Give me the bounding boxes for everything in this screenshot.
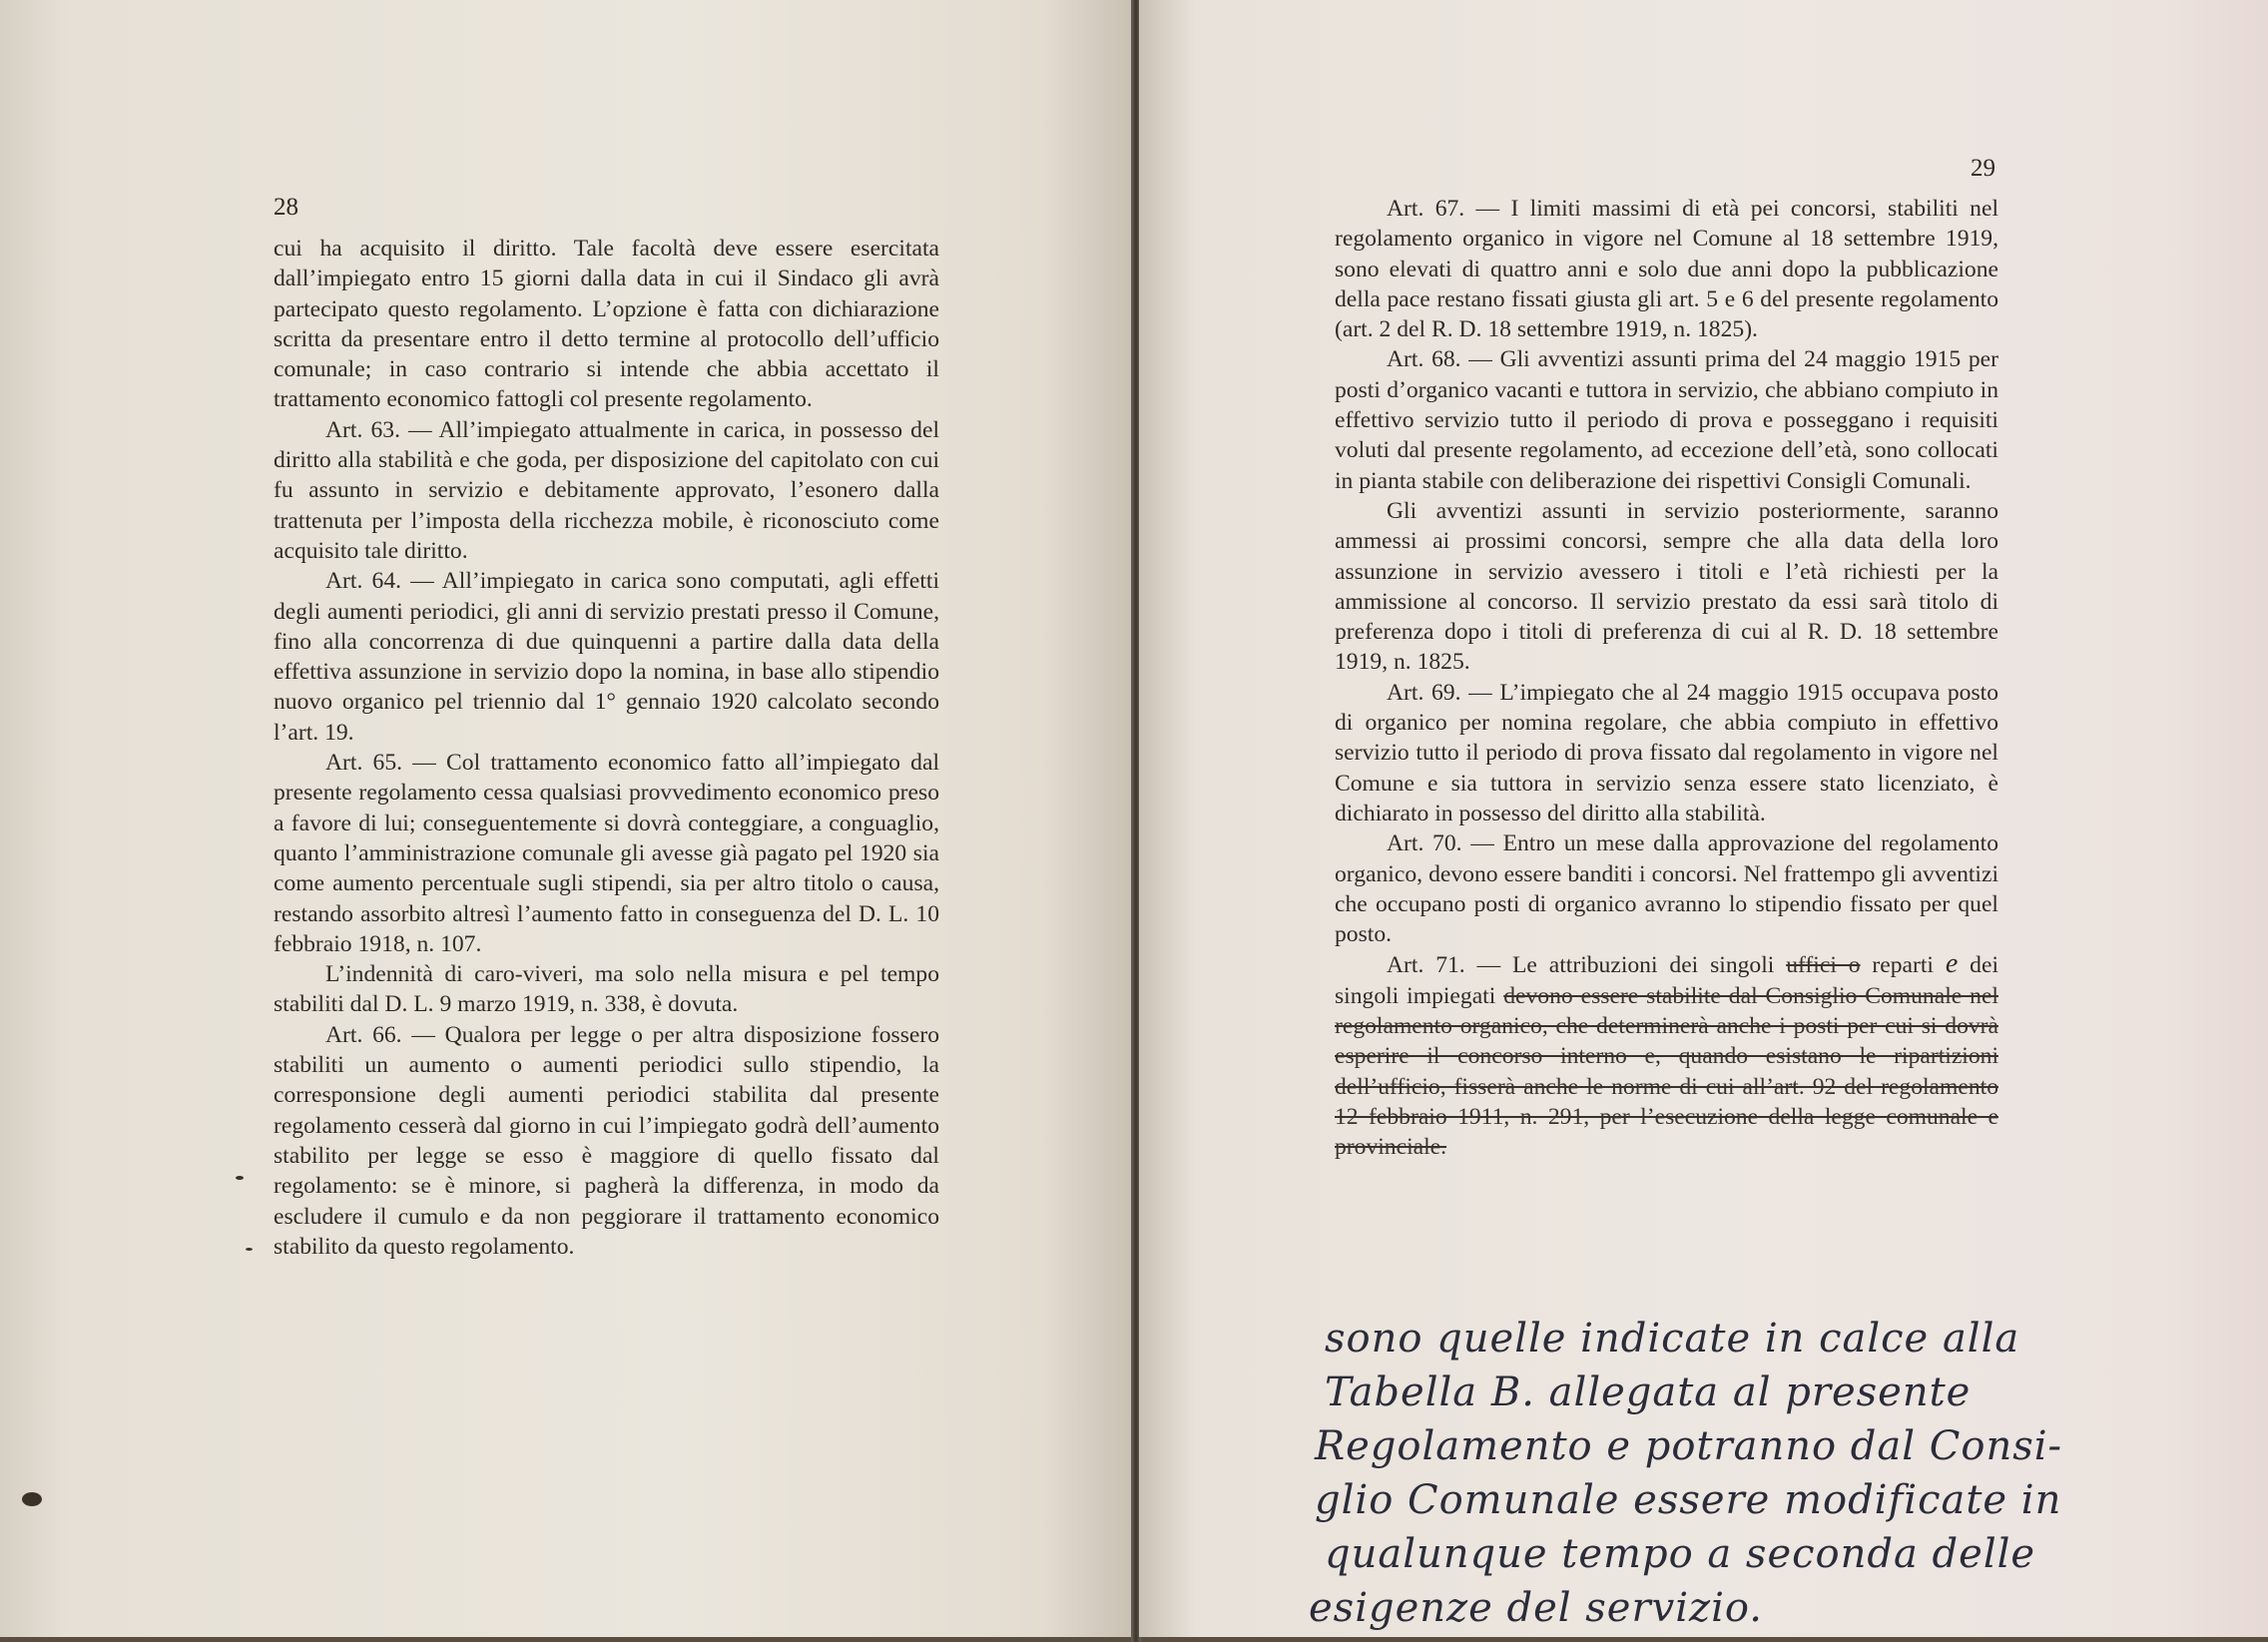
handwritten-line: Tabella B. allegata al presente [1325,1369,1972,1415]
paragraph-art-66: Art. 66. — Qualora per legge o per altra disposizione fossero stabiliti un aumento o aumenti periodici sullo stipendio, la corresponsione degli aumenti periodici stabilita dal presente regolamento cesserà dal giorno in cui l’impiegato godrà dell’aumento stabilito per legge se esso è maggiore di quello fissato dal regolamento: se è minore, si pagherà la differenza, in modo da escludere il cumulo e da non peggiorare il trattamento economico stabilito da questo regolamento. [274,1021,939,1260]
handwritten-line: Regolamento e potranno dal Consi- [1315,1423,2063,1469]
paragraph-art-63: Art. 63. — All’impiegato attualmente in carica, in possesso del diritto alla stabilità e che goda, per disposizione del capitolato con cui fu assunto in servizio e debitamente approvato, l’esonero dalla trattenuta per l’imposta della ricchezza mobile, è riconosciuto come acquisito tale diritto. [274,416,939,564]
paragraph-art-69: Art. 69. — L’impiegato che al 24 maggio 1915 occupava posto di organico per nomina regolare, che abbia compiuto in effettivo servizio tutto il periodo di prova fissato dal regolamento in vigore nel Comune e sia tuttora in servizio senza essere stato licenziato, è dichiarato in possesso del diritto alla stabilità. [1335,679,1998,826]
paragraph-art-70: Art. 70. — Entro un mese dalla approvazione del regolamento organico, devono essere banditi i concorsi. Nel frattempo gli avventizi che occupano posti di organico avranno lo stipendio fissato per quel posto. [1335,830,1998,948]
art71-mid: reparti [1872,952,1934,979]
paragraph: cui ha acquisito il diritto. Tale facoltà deve essere esercitata dall’impiegato entro 15 giorni dalla data in cui il Sindaco gli avrà partecipato questo regolamento. L’opzione è fatta con dichiarazione scritta da presentare entro il detto termine al protocollo dell’ufficio comunale; in caso contrario si intende che abbia accettato il trattamento economico fattogli col presente regolamento. [274,236,939,413]
paragraph-art-71 [1335,949,1998,1162]
art71-mid2: dei singoli impiegati [1335,952,1998,1009]
handwritten-line: glio Comunale essere modificate in [1315,1477,2062,1523]
art71-start: Art. 71. — Le attribuzioni dei singoli [1387,952,1775,979]
paragraph: L’indennità di caro-viveri, ma solo nella misura e pel tempo stabiliti dal D. L. 9 marzo 1919, n. 338, è dovuta. [274,961,939,1018]
paragraph-art-65: Art. 65. — Col trattamento economico fatto all’impiegato dal presente regolamento cessa qualsiasi provvedimento economico preso a favore di lui; conseguentemente si dovrà conteggiare, a conguaglio, quanto l’amministrazione comunale gli avesse già pagato pel 1920 sia come aumento percentuale sugli stipendi, sia per altro titolo o causa, restando assorbito altresì l’aumento fatto in conseguenza del D. L. 10 febbraio 1918, n. 107. [274,750,939,957]
right-page [1139,0,2268,1637]
paragraph-art-67: Art. 67. — I limiti massimi di età pei concorsi, stabiliti nel regolamento organico in vigore nel Comune al 18 settembre 1919, sono elevati di quattro anni e solo due anni dopo la pubblicazione della pace restano fissati giusta gli art. 5 e 6 del presente regolamento (art. 2 del R. D. 18 settembre 1919, n. 1825). [1335,196,1998,343]
paragraph: Gli avventizi assunti in servizio posteriormente, saranno ammessi ai prossimi concorsi, sempre che alla data della loro assunzione in servizio avessero i titoli e l’età richiesti per la ammissione al concorso. Il servizio prestato da essi sarà titolo di preferenza dopo i titoli di preferenza di cui al R. D. 18 settembre 1919, n. 1825. [1335,497,1998,676]
paragraph-art-68: Art. 68. — Gli avventizi assunti prima del 24 maggio 1915 per posti d’organico vacanti e tuttora in servizio, che abbiano compiuto in effettivo servizio tutto il periodo di prova e posseggano i requisiti voluti dal presente regolamento, ad eccezione dell’età, sono collocati in pianta stabile con deliberazione dei rispettivi Consigli Comunali. [1335,346,1998,494]
right-text-block [1335,194,1998,1163]
ink-mark [236,1176,244,1180]
left-text-block [274,234,939,1262]
left-page [0,0,1133,1637]
ink-mark [246,1248,253,1251]
struck-text: uffici o [1786,952,1861,979]
handwritten-line: sono quelle indicate in calce alla [1325,1316,2020,1362]
handwritten-line: qualunque tempo a seconda delle [1325,1531,2036,1577]
handwritten-line: esigenze del servizio. [1309,1585,1763,1631]
ink-blot [22,1492,42,1506]
paragraph-art-64: Art. 64. — All’impiegato in carica sono computati, agli effetti degli aumenti periodici, gli anni di servizio prestati presso il Comune, fino alla concorrenza di due quinquenni a partire dalla data della effettiva assunzione in servizio dopo la nomina, in base allo stipendio nuovo organico pel triennio dal 1° gennaio 1920 calcolato secondo l’art. 19. [274,568,939,746]
page-number-left: 28 [274,194,298,221]
page-number-right: 29 [1971,155,1995,182]
handwritten-insert: e [1945,948,1959,980]
struck-text: devono essere stabilite dal Consiglio Comunale nel regolamento organico, che determinerà anche i posti per cui si dovrà esperire il concorso interno e, quando esistano le ripartizioni dell’ufficio, fisserà anche le norme di cui all’art. 92 del regolamento 12 febbraio 1911, n. 291, per l’esecuzione della legge comunale e provinciale. [1335,982,1998,1161]
